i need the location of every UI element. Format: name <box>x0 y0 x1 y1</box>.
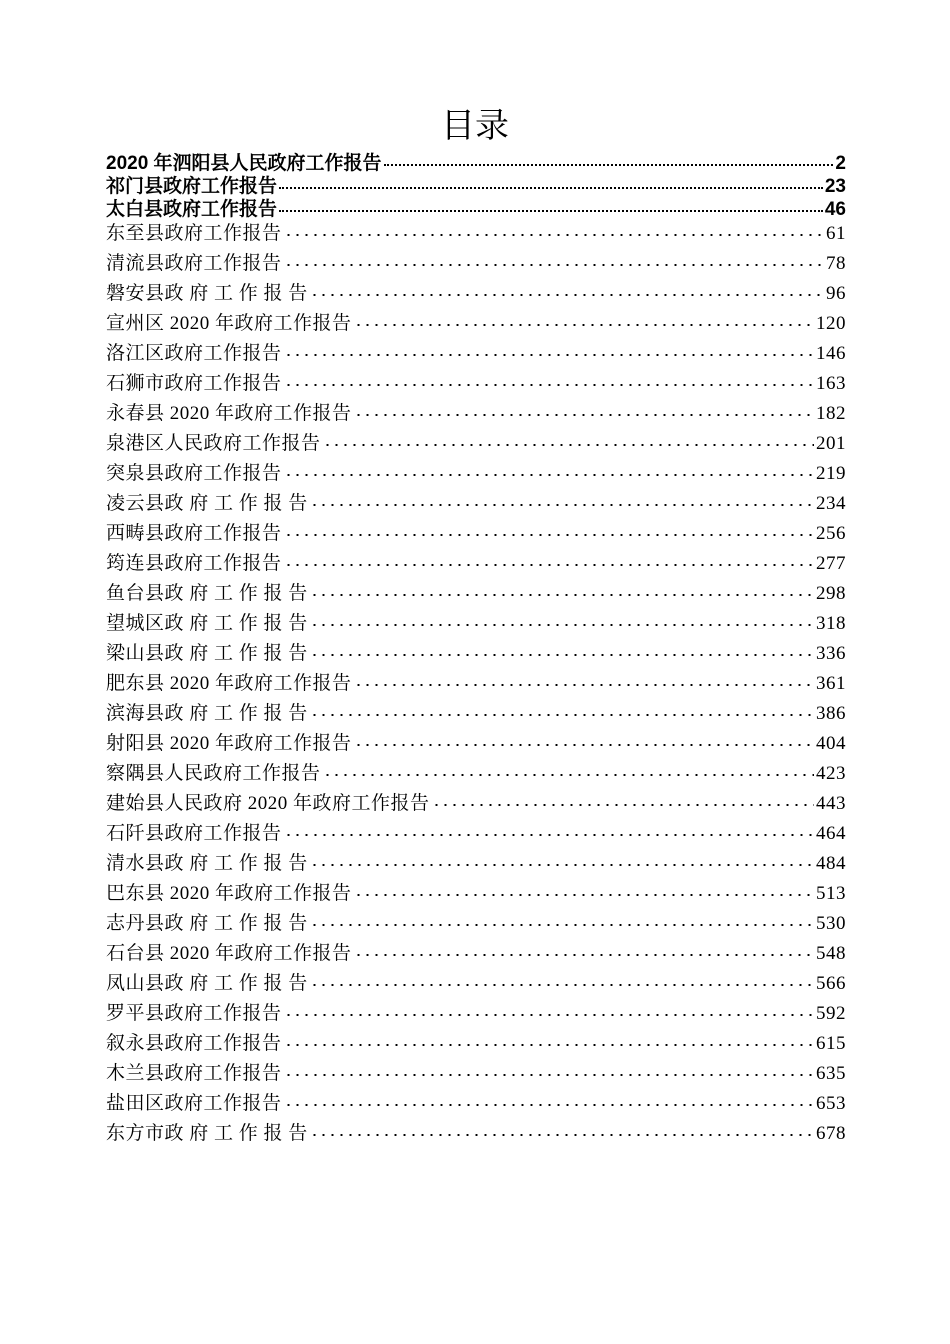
dot-leader <box>310 970 814 989</box>
toc-entry-title: 清水县政 府 工 作 报 告 <box>106 853 308 874</box>
dot-leader <box>310 910 814 929</box>
toc-entry[interactable] <box>106 669 846 699</box>
dot-leader <box>279 196 823 215</box>
toc-entry-page-number: 423 <box>816 763 846 784</box>
toc-entry[interactable] <box>106 249 846 279</box>
toc-entry[interactable] <box>106 639 846 669</box>
toc-list <box>106 150 846 1149</box>
toc-entry-page-number: 484 <box>816 853 846 874</box>
toc-entry-page-number: 256 <box>816 523 846 544</box>
toc-entry-title: 凌云县政 府 工 作 报 告 <box>106 493 308 514</box>
toc-entry-page-number: 653 <box>816 1093 846 1114</box>
toc-entry[interactable] <box>106 219 846 249</box>
toc-entry[interactable] <box>106 1029 846 1059</box>
toc-entry-page-number: 219 <box>816 463 846 484</box>
toc-entry-page-number: 46 <box>824 199 846 219</box>
toc-entry-title: 清流县政府工作报告 <box>106 253 282 274</box>
dot-leader <box>310 700 814 719</box>
toc-entry[interactable] <box>106 939 846 969</box>
dot-leader <box>310 610 814 629</box>
toc-entry-title: 2020 年泗阳县人民政府工作报告 <box>106 153 382 173</box>
toc-entry[interactable] <box>106 789 846 819</box>
toc-entry[interactable] <box>106 429 846 459</box>
toc-entry-title: 志丹县政 府 工 作 报 告 <box>106 913 308 934</box>
dot-leader <box>323 760 814 779</box>
toc-entry-page-number: 513 <box>816 883 846 904</box>
toc-entry-page-number: 182 <box>816 403 846 424</box>
toc-entry-page-number: 361 <box>816 673 846 694</box>
toc-entry-title: 祁门县政府工作报告 <box>106 176 278 196</box>
dot-leader <box>284 520 814 539</box>
toc-entry-title: 木兰县政府工作报告 <box>106 1063 282 1084</box>
dot-leader <box>310 850 814 869</box>
dot-leader <box>354 400 814 419</box>
toc-entry-page-number: 566 <box>816 973 846 994</box>
toc-entry-page-number: 678 <box>816 1123 846 1144</box>
toc-entry-page-number: 548 <box>816 943 846 964</box>
toc-entry[interactable] <box>106 759 846 789</box>
toc-entry[interactable] <box>106 909 846 939</box>
toc-entry[interactable] <box>106 399 846 429</box>
toc-entry-title: 叙永县政府工作报告 <box>106 1033 282 1054</box>
toc-entry-title: 磐安县政 府 工 作 报 告 <box>106 283 308 304</box>
toc-entry-page-number: 443 <box>816 793 846 814</box>
dot-leader <box>284 460 814 479</box>
dot-leader <box>310 490 814 509</box>
toc-entry-title: 建始县人民政府 2020 年政府工作报告 <box>106 793 430 814</box>
dot-leader <box>354 670 814 689</box>
toc-entry-page-number: 592 <box>816 1003 846 1024</box>
toc-entry-title: 洛江区政府工作报告 <box>106 343 282 364</box>
toc-entry[interactable] <box>106 549 846 579</box>
toc-entry-page-number: 146 <box>816 343 846 364</box>
toc-entry-page-number: 318 <box>816 613 846 634</box>
toc-entry-title: 肥东县 2020 年政府工作报告 <box>106 673 352 694</box>
toc-entry-page-number: 96 <box>826 283 846 304</box>
dot-leader <box>310 640 814 659</box>
dot-leader <box>354 940 814 959</box>
dot-leader <box>279 173 823 192</box>
toc-entry-title: 射阳县 2020 年政府工作报告 <box>106 733 352 754</box>
dot-leader <box>284 340 814 359</box>
toc-entry[interactable] <box>106 459 846 489</box>
toc-entry-title: 东至县政府工作报告 <box>106 223 282 244</box>
toc-entry[interactable] <box>106 279 846 309</box>
toc-entry[interactable] <box>106 879 846 909</box>
toc-entry-page-number: 23 <box>824 176 846 196</box>
dot-leader <box>284 250 824 269</box>
toc-entry-title: 察隅县人民政府工作报告 <box>106 763 321 784</box>
toc-entry-title: 东方市政 府 工 作 报 告 <box>106 1123 308 1144</box>
toc-entry[interactable] <box>106 1059 846 1089</box>
toc-entry-page-number: 336 <box>816 643 846 664</box>
toc-entry-title: 凤山县政 府 工 作 报 告 <box>106 973 308 994</box>
toc-entry-page-number: 530 <box>816 913 846 934</box>
toc-entry-page-number: 234 <box>816 493 846 514</box>
toc-entry-title: 西畴县政府工作报告 <box>106 523 282 544</box>
toc-entry-title: 望城区政 府 工 作 报 告 <box>106 613 308 634</box>
toc-entry-title: 太白县政府工作报告 <box>106 199 278 219</box>
toc-entry-title: 宣州区 2020 年政府工作报告 <box>106 313 352 334</box>
toc-entry-page-number: 78 <box>826 253 846 274</box>
toc-entry-title: 泉港区人民政府工作报告 <box>106 433 321 454</box>
toc-entry[interactable] <box>106 699 846 729</box>
dot-leader <box>432 790 814 809</box>
toc-entry[interactable] <box>106 579 846 609</box>
toc-entry-title: 罗平县政府工作报告 <box>106 1003 282 1024</box>
toc-entry-page-number: 464 <box>816 823 846 844</box>
toc-entry-page-number: 298 <box>816 583 846 604</box>
dot-leader <box>284 550 814 569</box>
toc-title: 目录 <box>441 106 509 146</box>
dot-leader <box>284 1090 814 1109</box>
toc-entry-title: 盐田区政府工作报告 <box>106 1093 282 1114</box>
toc-entry[interactable] <box>106 1089 846 1119</box>
toc-entry-page-number: 277 <box>816 553 846 574</box>
toc-entry[interactable] <box>106 999 846 1029</box>
dot-leader <box>284 1030 814 1049</box>
toc-entry[interactable] <box>106 150 846 173</box>
toc-entry-page-number: 2 <box>835 153 846 173</box>
toc-entry-title: 筠连县政府工作报告 <box>106 553 282 574</box>
dot-leader <box>354 880 814 899</box>
toc-entry-title: 石狮市政府工作报告 <box>106 373 282 394</box>
toc-entry-title: 突泉县政府工作报告 <box>106 463 282 484</box>
toc-entry[interactable] <box>106 519 846 549</box>
toc-entry-title: 巴东县 2020 年政府工作报告 <box>106 883 352 904</box>
toc-entry[interactable] <box>106 849 846 879</box>
toc-entry[interactable] <box>106 729 846 759</box>
toc-entry-page-number: 615 <box>816 1033 846 1054</box>
toc-entry-title: 永春县 2020 年政府工作报告 <box>106 403 352 424</box>
toc-entry[interactable] <box>106 969 846 999</box>
toc-entry-title: 石阡县政府工作报告 <box>106 823 282 844</box>
dot-leader <box>310 1120 814 1139</box>
toc-entry-page-number: 201 <box>816 433 846 454</box>
toc-entry-page-number: 635 <box>816 1063 846 1084</box>
toc-entry-page-number: 163 <box>816 373 846 394</box>
toc-entry[interactable] <box>106 489 846 519</box>
dot-leader <box>284 820 814 839</box>
toc-entry-page-number: 386 <box>816 703 846 724</box>
dot-leader <box>384 150 834 169</box>
toc-entry-title: 鱼台县政 府 工 作 报 告 <box>106 583 308 604</box>
toc-entry[interactable] <box>106 339 846 369</box>
dot-leader <box>284 1000 814 1019</box>
dot-leader <box>284 1060 814 1079</box>
toc-entry-title: 梁山县政 府 工 作 报 告 <box>106 643 308 664</box>
dot-leader <box>310 280 824 299</box>
toc-entry-page-number: 404 <box>816 733 846 754</box>
toc-entry[interactable] <box>106 173 846 196</box>
toc-entry[interactable] <box>106 819 846 849</box>
dot-leader <box>354 730 814 749</box>
toc-entry-page-number: 120 <box>816 313 846 334</box>
dot-leader <box>354 310 814 329</box>
toc-entry[interactable] <box>106 369 846 399</box>
dot-leader <box>284 370 814 389</box>
toc-entry-page-number: 61 <box>826 223 846 244</box>
toc-entry[interactable] <box>106 1119 846 1149</box>
dot-leader <box>284 220 824 239</box>
toc-entry-title: 石台县 2020 年政府工作报告 <box>106 943 352 964</box>
toc-entry[interactable] <box>106 609 846 639</box>
dot-leader <box>323 430 814 449</box>
toc-entry[interactable] <box>106 309 846 339</box>
toc-entry-title: 滨海县政 府 工 作 报 告 <box>106 703 308 724</box>
toc-entry[interactable] <box>106 196 846 219</box>
dot-leader <box>310 580 814 599</box>
